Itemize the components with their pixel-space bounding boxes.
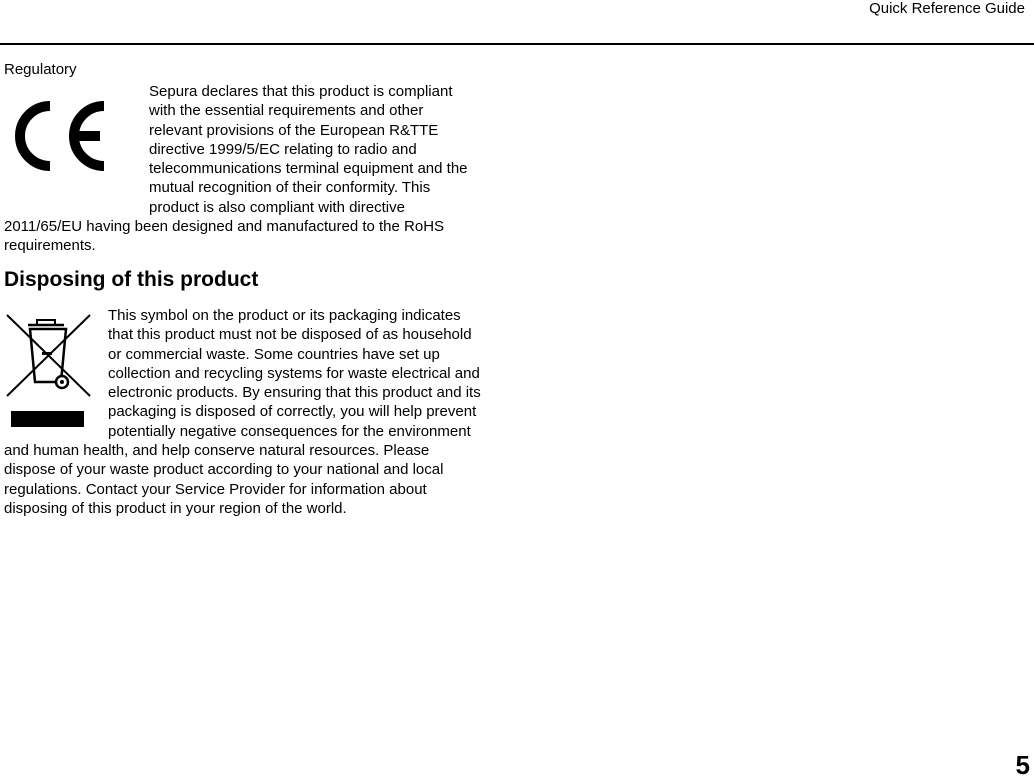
header-divider <box>0 43 1034 45</box>
running-header-title: Quick Reference Guide <box>869 0 1025 17</box>
regulatory-section-label: Regulatory <box>4 61 77 78</box>
weee-symbol-space <box>4 306 108 440</box>
disposal-text: This symbol on the product or its packaging indicates that this product must not be disposed of as household or commercial waste. Some countries have set up collection and recycling systems for waste electrical and electronic products. By ensuring that this product and its packaging is disposed of correctly, you will help prevent potentially negative consequences for the environment and human health, and help conserve natural resources. Please dispose of your waste product according to your national and local regulations. Contact your Service Provider for information about disposing of this product in your region of the world. <box>4 307 481 517</box>
ce-mark-space <box>4 82 149 198</box>
regulatory-text: Sepura declares that this product is compliant with the essential requirements and other relevant provisions of the European R&TTE directive 1999/5/EC relating to radio and telecommunications terminal equipment and the mutual recognition of their conformity. This product is also compliant with directive 2011/65/EU having been designed and manufactured to the RoHS requirements. <box>4 83 468 255</box>
regulatory-block <box>4 82 474 256</box>
disposal-block <box>4 306 484 518</box>
page-number: 5 <box>1015 750 1030 780</box>
disposal-heading: Disposing of this product <box>4 268 259 291</box>
